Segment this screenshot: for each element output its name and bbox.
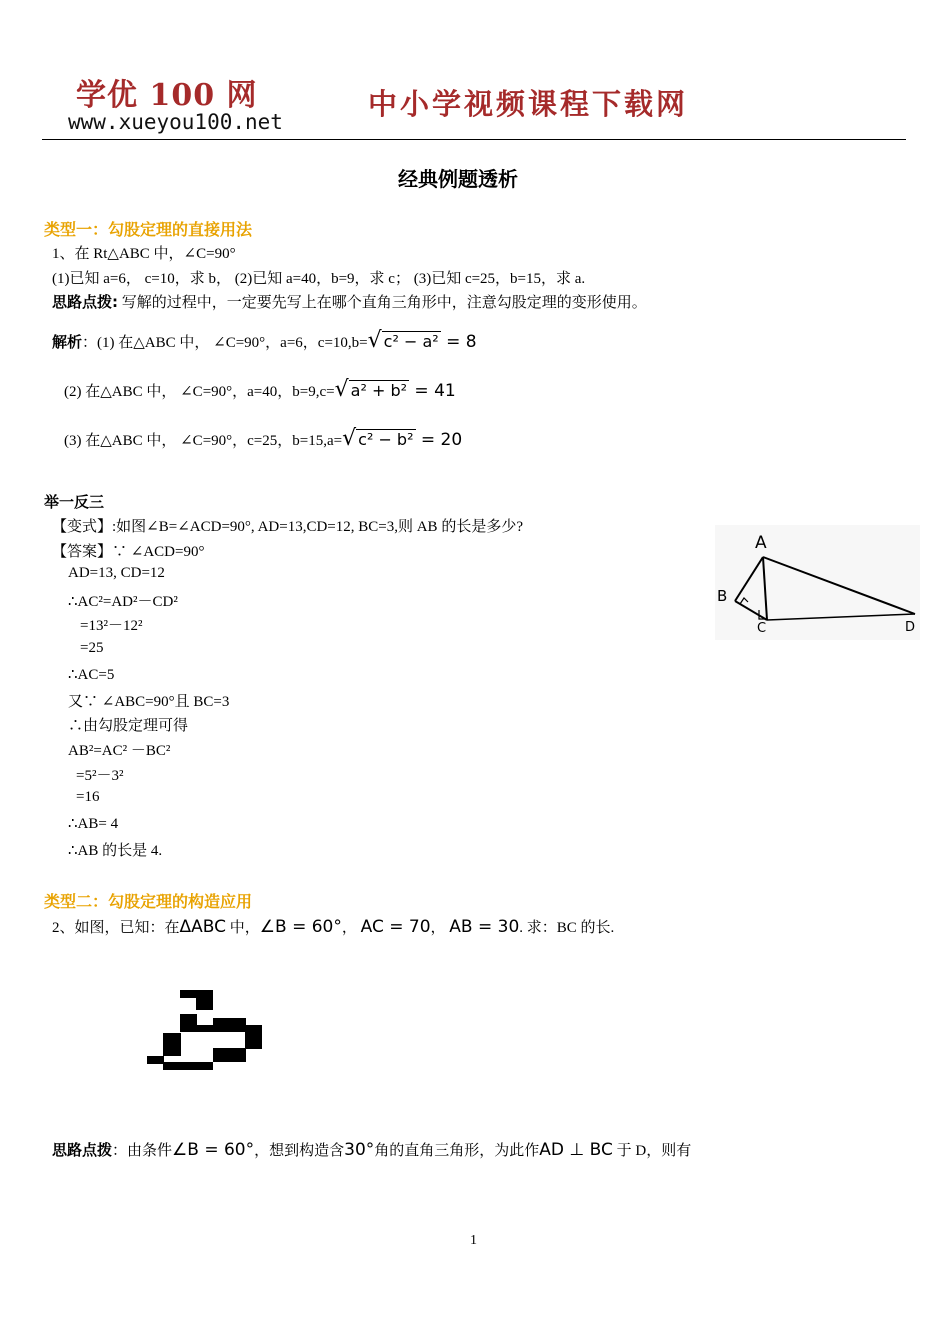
site-slogan: 中小学视频课程下载网 xyxy=(368,87,689,121)
solution-1: 解析：(1) 在△ABC 中， ∠C=90°，a=6，c=10,b=√ c² − a² = 8 xyxy=(52,328,477,353)
section2-hint-label: 思路点拨 xyxy=(52,1141,113,1159)
header-rule xyxy=(42,139,906,140)
solution-3-result: = 20 xyxy=(420,430,463,450)
solution-2-result: = 41 xyxy=(414,381,456,401)
answer-step: 又∵ ∠ABC=90°且 BC=3 xyxy=(68,694,230,710)
triangle-figure xyxy=(715,525,920,640)
section2-question: 2、如图，已知：在ΔABC 中，∠B = 60°， AC = 70， AB = 30. 求：BC 的长. xyxy=(52,917,615,937)
solution-3: (3) 在△ABC 中， ∠C=90°，c=25，b=15,a=√ c² − b² = 20 xyxy=(64,426,463,451)
answer-step: ∴AC²=AD²－CD² xyxy=(68,594,178,610)
solution-label: 解析 xyxy=(52,333,83,351)
solution-2-radicand: a² + b² xyxy=(350,381,408,400)
section1-question-line1: 1、在 Rt△ABC 中，∠C=90° xyxy=(52,246,236,262)
hint-label: 思路点拨: xyxy=(52,293,118,311)
section2-hint-p2: ，想到构造含 xyxy=(254,1143,345,1159)
page-number: 1 xyxy=(470,1233,477,1248)
triangle-symbol: ΔABC xyxy=(179,917,227,937)
variant-answer-text: ∵ ∠ACD=90° xyxy=(112,544,205,560)
variant-answer-label: 【答案】 xyxy=(52,544,113,560)
section1-hint xyxy=(52,291,647,312)
vertex-label-b: B xyxy=(717,587,728,605)
variant-question xyxy=(52,515,523,536)
vertex-label-c: C xyxy=(757,621,767,636)
answer-step: =5²－3² xyxy=(76,768,124,784)
section1-heading: 类型一：勾股定理的直接用法 xyxy=(44,220,253,239)
solution-2-text: (2) 在△ABC 中， ∠C=90°，a=40，b=9,c= xyxy=(64,384,335,400)
variant-answer xyxy=(52,540,204,561)
ab-value: AB = 30 xyxy=(449,917,520,937)
hint-angle: ∠B = 60° xyxy=(172,1140,255,1160)
section2-question-suffix: . 求：BC 的长. xyxy=(519,920,615,936)
section2-hint-p1: ：由条件 xyxy=(112,1143,173,1159)
answer-step: =13²－12² xyxy=(80,618,143,634)
solution-2: (2) 在△ABC 中， ∠C=90°，a=40，b=9,c=√ a² + b² = 41 xyxy=(64,377,456,402)
answer-step: AB²=AC² －BC² xyxy=(68,743,171,759)
answer-step: AD=13, CD=12 xyxy=(68,565,165,581)
site-logo-text: 学优 100 网 xyxy=(76,78,258,113)
solution-1-text: ：(1) 在△ABC 中， ∠C=90°，a=6，c=10,b= xyxy=(82,335,368,351)
site-logo-url[interactable]: www.xueyou100.net xyxy=(68,110,283,134)
page-title: 经典例题透析 xyxy=(398,167,518,191)
answer-step: ∴AB= 4 xyxy=(68,816,119,832)
vertex-label-a: A xyxy=(755,533,767,553)
section2-hint xyxy=(52,1139,691,1160)
section1-question-line2: (1)已知 a=6， c=10，求 b， (2)已知 a=40，b=9，求 c； (3)已知 c=25，b=15，求 a. xyxy=(52,271,586,287)
answer-step: =25 xyxy=(80,640,104,656)
answer-step: =16 xyxy=(76,789,100,805)
solution-3-radicand: c² − b² xyxy=(358,430,414,449)
ac-value: AC = 70 xyxy=(360,917,431,937)
variant-heading: 举一反三 xyxy=(44,493,105,511)
answer-step: ∴由勾股定理可得 xyxy=(68,718,189,734)
answer-step: ∴AC=5 xyxy=(68,667,115,683)
variant-question-label: 【变式】 xyxy=(52,519,113,535)
section2-hint-p3: 角的直角三角形，为此作 xyxy=(374,1143,540,1159)
hint-30-degrees: 30° xyxy=(344,1140,375,1160)
variant-question-text: :如图∠B=∠ACD=90°, AD=13,CD=12, BC=3,则 AB 的长是多少? xyxy=(112,519,523,535)
hint-text: 写解的过程中，一定要先写上在哪个直角三角形中，注意勾股定理的变形使用。 xyxy=(118,295,647,311)
solution-3-text: (3) 在△ABC 中， ∠C=90°，c=25，b=15,a= xyxy=(64,433,343,449)
section2-question-mid: 中， xyxy=(226,920,260,936)
angle-b-value: ∠B = 60° xyxy=(259,917,342,937)
solution-1-result: = 8 xyxy=(446,332,477,352)
answer-step: ∴AB 的长是 4. xyxy=(68,843,163,859)
section2-question-prefix: 2、如图，已知：在 xyxy=(52,920,180,936)
section2-heading: 类型二：勾股定理的构造应用 xyxy=(44,892,253,911)
hint-perpendicular: AD ⊥ BC xyxy=(539,1140,613,1160)
solution-1-radicand: c² − a² xyxy=(383,332,439,351)
section2-hint-p4: 于 D，则有 xyxy=(612,1143,692,1159)
vertex-label-d: D xyxy=(905,620,916,635)
